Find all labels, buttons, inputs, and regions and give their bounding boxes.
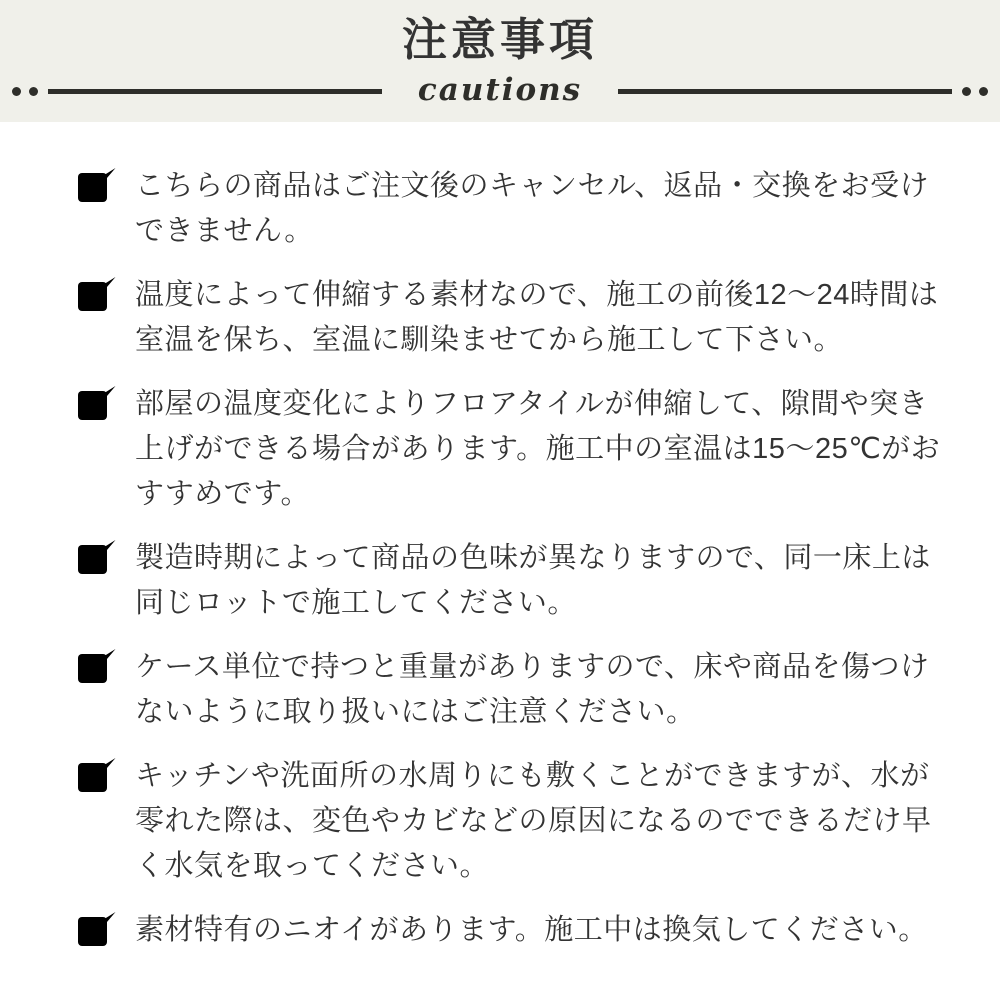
caution-list bbox=[0, 122, 1000, 953]
checked-checkbox-icon bbox=[75, 163, 121, 205]
checked-checkbox-icon bbox=[75, 644, 121, 686]
divider-line bbox=[618, 89, 952, 94]
checked-checkbox-icon bbox=[75, 535, 121, 577]
caution-item bbox=[75, 164, 942, 254]
caution-text: 製造時期によって商品の色味が異なりますので、同一床上は同じロットで施工してください。 bbox=[135, 542, 931, 619]
page-title: 注意事項 bbox=[401, 14, 598, 65]
caution-text: こちらの商品はご注文後のキャンセル、返品・交換をお受けできません。 bbox=[135, 170, 930, 247]
divider-line bbox=[48, 89, 382, 94]
subtitle-text: cautions bbox=[417, 71, 583, 108]
checked-checkbox-icon bbox=[75, 272, 121, 314]
checked-checkbox-icon bbox=[75, 753, 121, 795]
caution-text: 部屋の温度変化によりフロアタイルが伸縮して、隙間や突き上げができる場合があります。施工中の室温は15〜25℃がおすすめです。 bbox=[135, 388, 941, 510]
divider-dot bbox=[962, 87, 971, 96]
caution-text: ケース単位で持つと重量がありますので、床や商品を傷つけないように取り扱いにはご注意ください。 bbox=[135, 651, 930, 728]
caution-item bbox=[75, 536, 942, 626]
divider-dot bbox=[12, 87, 21, 96]
divider-dot bbox=[29, 87, 38, 96]
caution-text: 素材特有のニオイがあります。施工中は換気してください。 bbox=[135, 914, 928, 946]
caution-item bbox=[75, 908, 942, 953]
checked-checkbox-icon bbox=[75, 381, 121, 423]
title-divider bbox=[0, 72, 1000, 112]
caution-text: キッチンや洗面所の水周りにも敷くことができますが、水が零れた際は、変色やカビなどの原因になるのでできるだけ早く水気を取ってください。 bbox=[135, 760, 932, 882]
caution-item bbox=[75, 754, 942, 889]
divider-dot bbox=[979, 87, 988, 96]
checked-checkbox-icon bbox=[75, 907, 121, 949]
caution-text: 温度によって伸縮する素材なので、施工の前後12〜24時間は室温を保ち、室温に馴染ませてから施工して下さい。 bbox=[135, 279, 939, 356]
header-band bbox=[0, 0, 1000, 122]
caution-item bbox=[75, 382, 942, 517]
caution-item bbox=[75, 273, 942, 363]
caution-item bbox=[75, 645, 942, 735]
